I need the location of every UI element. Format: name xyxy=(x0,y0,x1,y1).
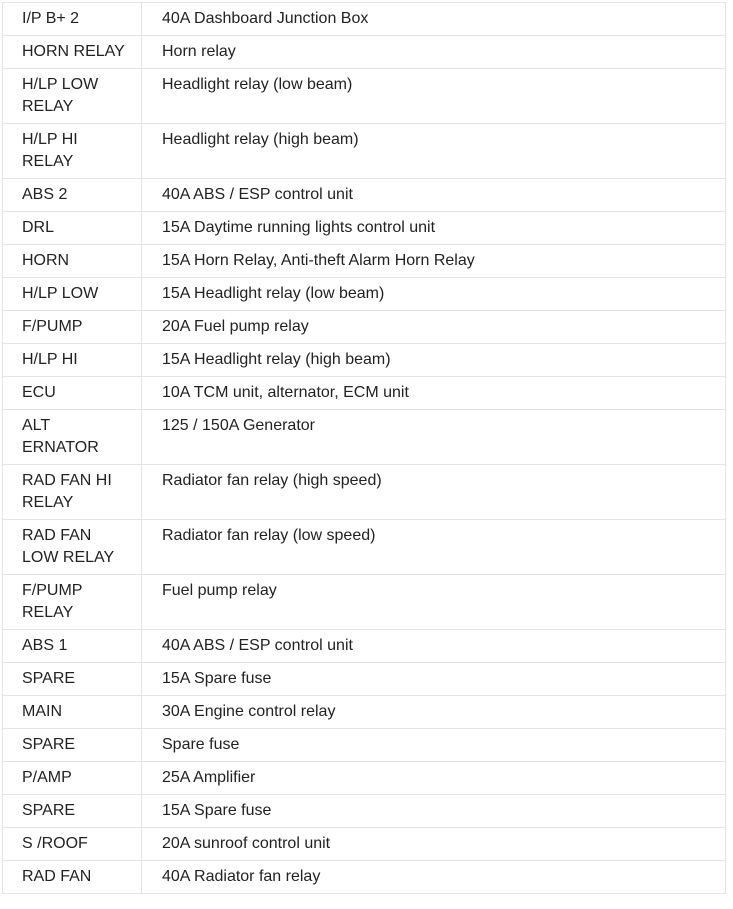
fuse-name-cell: RAD FAN LOW RELAY xyxy=(3,520,142,575)
table-row xyxy=(3,212,726,245)
fuse-name-cell: RAD FAN HI RELAY xyxy=(3,465,142,520)
fuse-name-cell: HORN RELAY xyxy=(3,36,142,69)
fuse-name-cell: SPARE xyxy=(3,663,142,696)
fuse-table xyxy=(2,2,726,894)
fuse-name-cell: ECU xyxy=(3,377,142,410)
fuse-name-cell: P/AMP xyxy=(3,762,142,795)
fuse-description-cell: 15A Spare fuse xyxy=(142,795,726,828)
fuse-description-cell: 20A sunroof control unit xyxy=(142,828,726,861)
fuse-description-cell: Spare fuse xyxy=(142,729,726,762)
fuse-name-cell: SPARE xyxy=(3,729,142,762)
table-row xyxy=(3,3,726,36)
table-row xyxy=(3,630,726,663)
fuse-description-cell: 30A Engine control relay xyxy=(142,696,726,729)
fuse-description-cell: 40A Radiator fan relay xyxy=(142,861,726,894)
fuse-description-cell: 40A ABS / ESP control unit xyxy=(142,630,726,663)
table-row xyxy=(3,828,726,861)
fuse-table-body xyxy=(3,3,726,894)
fuse-name-cell: H/LP HI xyxy=(3,344,142,377)
fuse-description-cell: 40A Dashboard Junction Box xyxy=(142,3,726,36)
table-row xyxy=(3,69,726,124)
table-row xyxy=(3,575,726,630)
fuse-name-cell: ABS 1 xyxy=(3,630,142,663)
table-row xyxy=(3,245,726,278)
fuse-name-cell: H/LP LOW xyxy=(3,278,142,311)
fuse-description-cell: 20A Fuel pump relay xyxy=(142,311,726,344)
table-row xyxy=(3,696,726,729)
fuse-name-cell: H/LP LOW RELAY xyxy=(3,69,142,124)
fuse-description-cell: Fuel pump relay xyxy=(142,575,726,630)
table-row xyxy=(3,663,726,696)
fuse-name-cell: ALT ERNATOR xyxy=(3,410,142,465)
fuse-name-cell: DRL xyxy=(3,212,142,245)
fuse-name-cell: MAIN xyxy=(3,696,142,729)
table-row xyxy=(3,861,726,894)
table-row xyxy=(3,124,726,179)
fuse-description-cell: 40A ABS / ESP control unit xyxy=(142,179,726,212)
table-row xyxy=(3,377,726,410)
table-row xyxy=(3,762,726,795)
table-row xyxy=(3,278,726,311)
table-row xyxy=(3,179,726,212)
fuse-name-cell: SPARE xyxy=(3,795,142,828)
table-row xyxy=(3,344,726,377)
table-row xyxy=(3,520,726,575)
fuse-description-cell: Radiator fan relay (low speed) xyxy=(142,520,726,575)
fuse-description-cell: 15A Headlight relay (low beam) xyxy=(142,278,726,311)
fuse-description-cell: 15A Daytime running lights control unit xyxy=(142,212,726,245)
fuse-description-cell: Headlight relay (low beam) xyxy=(142,69,726,124)
fuse-description-cell: Horn relay xyxy=(142,36,726,69)
fuse-name-cell: I/P B+ 2 xyxy=(3,3,142,36)
table-row xyxy=(3,465,726,520)
fuse-name-cell: F/PUMP RELAY xyxy=(3,575,142,630)
fuse-description-cell: 25A Amplifier xyxy=(142,762,726,795)
table-row xyxy=(3,410,726,465)
fuse-name-cell: ABS 2 xyxy=(3,179,142,212)
fuse-description-cell: Headlight relay (high beam) xyxy=(142,124,726,179)
fuse-description-cell: 15A Horn Relay, Anti-theft Alarm Horn Relay xyxy=(142,245,726,278)
fuse-description-cell: 10A TCM unit, alternator, ECM unit xyxy=(142,377,726,410)
fuse-description-cell: 15A Headlight relay (high beam) xyxy=(142,344,726,377)
fuse-name-cell: H/LP HI RELAY xyxy=(3,124,142,179)
fuse-name-cell: F/PUMP xyxy=(3,311,142,344)
fuse-description-cell: 15A Spare fuse xyxy=(142,663,726,696)
table-row xyxy=(3,795,726,828)
fuse-description-cell: 125 / 150A Generator xyxy=(142,410,726,465)
fuse-name-cell: HORN xyxy=(3,245,142,278)
table-row xyxy=(3,311,726,344)
table-row xyxy=(3,729,726,762)
fuse-description-cell: Radiator fan relay (high speed) xyxy=(142,465,726,520)
fuse-name-cell: S /ROOF xyxy=(3,828,142,861)
table-row xyxy=(3,36,726,69)
fuse-name-cell: RAD FAN xyxy=(3,861,142,894)
